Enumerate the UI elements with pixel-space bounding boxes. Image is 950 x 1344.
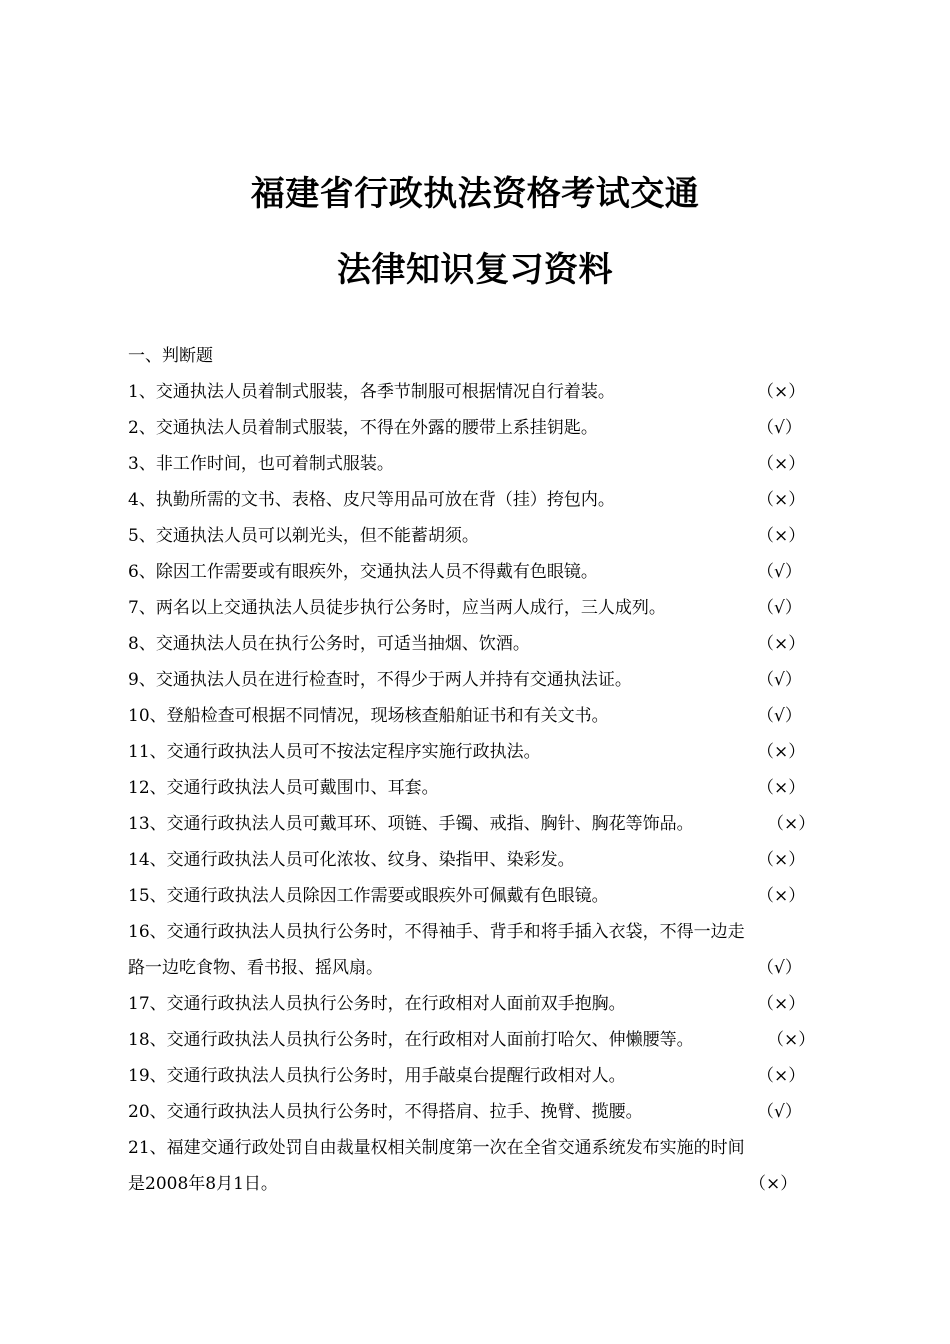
question-text: 9、交通执法人员在进行检查时，不得少于两人并持有交通执法证。 bbox=[128, 670, 632, 690]
question-answer: （×） bbox=[767, 814, 816, 834]
question-text: 12、交通行政执法人员可戴围巾、耳套。 bbox=[128, 778, 439, 798]
question-answer: （×） bbox=[757, 1066, 806, 1086]
question-text: 14、交通行政执法人员可化浓妆、纹身、染指甲、染彩发。 bbox=[128, 850, 575, 870]
question-text: 3、非工作时间，也可着制式服装。 bbox=[128, 454, 394, 474]
question-text: 5、交通执法人员可以剃光头，但不能蓄胡须。 bbox=[128, 526, 479, 546]
question-text: 10、登船检查可根据不同情况，现场核查船舶证书和有关文书。 bbox=[128, 706, 609, 726]
question-answer: （×） bbox=[757, 850, 806, 870]
question-answer: （×） bbox=[757, 994, 806, 1014]
document-title-line2: 法律知识复习资料 bbox=[337, 250, 613, 290]
question-answer: （×） bbox=[757, 490, 806, 510]
question-answer: （×） bbox=[757, 886, 806, 906]
question-text: 15、交通行政执法人员除因工作需要或眼疾外可佩戴有色眼镜。 bbox=[128, 886, 609, 906]
question-answer: （×） bbox=[757, 526, 806, 546]
question-answer: （×） bbox=[757, 742, 806, 762]
question-answer: （√） bbox=[757, 1102, 802, 1122]
question-text-continued: 是2008年8月1日。 bbox=[128, 1174, 278, 1194]
question-text: 13、交通行政执法人员可戴耳环、项链、手镯、戒指、胸针、胸花等饰品。 bbox=[128, 814, 694, 834]
question-answer: （×） bbox=[757, 382, 806, 402]
question-text: 11、交通行政执法人员可不按法定程序实施行政执法。 bbox=[128, 742, 541, 762]
question-answer: （√） bbox=[757, 562, 802, 582]
question-answer: （×） bbox=[767, 1030, 816, 1050]
question-text: 7、两名以上交通执法人员徒步执行公务时，应当两人成行，三人成列。 bbox=[128, 598, 666, 618]
question-answer: （√） bbox=[757, 670, 802, 690]
question-answer: （×） bbox=[749, 1174, 798, 1194]
question-answer: （×） bbox=[757, 778, 806, 798]
question-answer: （√） bbox=[757, 418, 802, 438]
question-text: 4、执勤所需的文书、表格、皮尺等用品可放在背（挂）挎包内。 bbox=[128, 490, 615, 510]
question-text: 8、交通执法人员在执行公务时，可适当抽烟、饮酒。 bbox=[128, 634, 530, 654]
document-title-line1: 福建省行政执法资格考试交通 bbox=[250, 174, 700, 214]
question-text: 19、交通行政执法人员执行公务时，用手敲桌台提醒行政相对人。 bbox=[128, 1066, 626, 1086]
section-heading: 一、判断题 bbox=[128, 346, 213, 366]
question-text-continued: 路一边吃食物、看书报、摇风扇。 bbox=[128, 958, 383, 978]
question-text: 2、交通执法人员着制式服装，不得在外露的腰带上系挂钥匙。 bbox=[128, 418, 598, 438]
question-answer: （√） bbox=[757, 706, 802, 726]
question-text: 1、交通执法人员着制式服装，各季节制服可根据情况自行着装。 bbox=[128, 382, 615, 402]
question-text: 18、交通行政执法人员执行公务时，在行政相对人面前打哈欠、伸懒腰等。 bbox=[128, 1030, 694, 1050]
question-answer: （√） bbox=[757, 958, 802, 978]
question-text: 6、除因工作需要或有眼疾外，交通执法人员不得戴有色眼镜。 bbox=[128, 562, 598, 582]
question-answer: （√） bbox=[757, 598, 802, 618]
question-answer: （×） bbox=[757, 454, 806, 474]
question-text: 17、交通行政执法人员执行公务时，在行政相对人面前双手抱胸。 bbox=[128, 994, 626, 1014]
question-text: 16、交通行政执法人员执行公务时，不得袖手、背手和将手插入衣袋，不得一边走 bbox=[128, 922, 745, 942]
question-text: 21、福建交通行政处罚自由裁量权相关制度第一次在全省交通系统发布实施的时间 bbox=[128, 1138, 745, 1158]
question-text: 20、交通行政执法人员执行公务时，不得搭肩、拉手、挽臂、揽腰。 bbox=[128, 1102, 643, 1122]
question-answer: （×） bbox=[757, 634, 806, 654]
